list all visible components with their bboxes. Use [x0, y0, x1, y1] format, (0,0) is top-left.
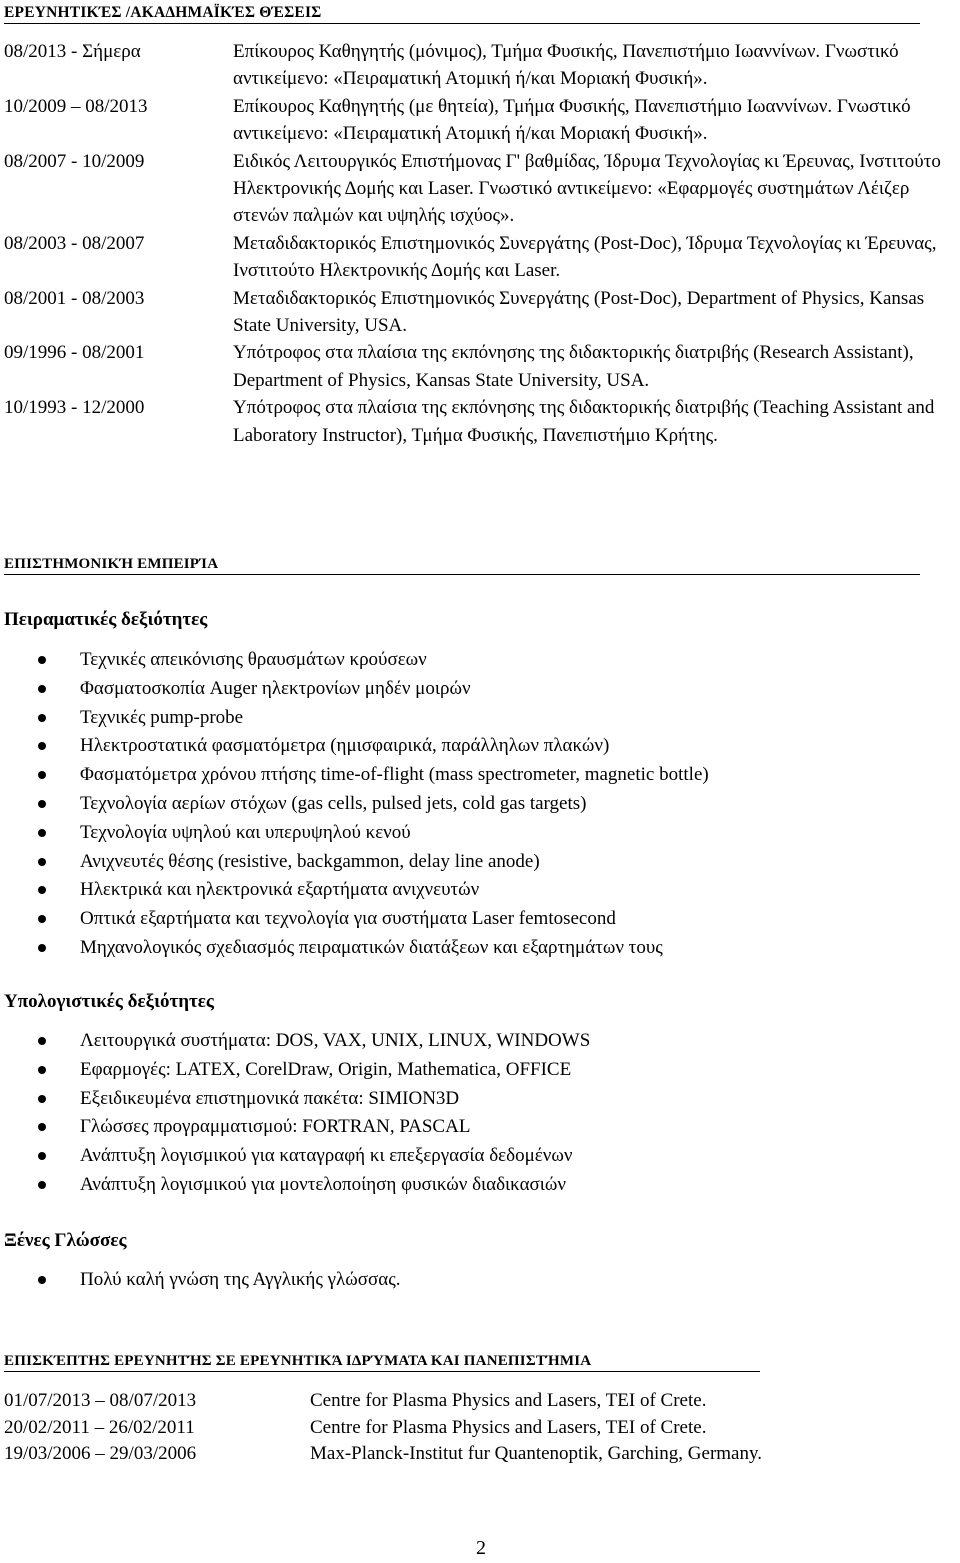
- bullet-icon: [38, 1037, 46, 1045]
- visit-entry: [4, 1388, 762, 1415]
- bullet-icon: [38, 1276, 46, 1284]
- position-date: 09/1996 - 08/2001: [4, 342, 145, 364]
- position-description: Μεταδιδακτορικός Επιστημονικός Συνεργάτης (Post-Doc), Department of Physics, Kansas State University, USA.: [233, 287, 925, 337]
- position-entry: [4, 394, 960, 449]
- bullet-icon: [38, 800, 46, 808]
- list-item: Οπτικά εξαρτήματα και τεχνολογία για συστήματα Laser femtosecond: [0, 905, 709, 934]
- position-description: Μεταδιδακτορικός Επιστημονικός Συνεργάτης (Post-Doc), Ίδρυμα Τεχνολογίας κι Έρευνας, Ινστιτούτο Ηλεκτρονικής Δομής και Laser.: [233, 232, 937, 282]
- bullet-icon: [38, 656, 46, 664]
- bullet-icon: [38, 858, 46, 866]
- bullet-icon: [38, 944, 46, 952]
- bullet-icon: [38, 742, 46, 750]
- position-date: 10/2009 – 08/2013: [4, 95, 148, 117]
- list-item: Εξειδικευμένα επιστημονικά πακέτα: SIMION3D: [0, 1085, 590, 1114]
- visit-date: 19/03/2006 – 29/03/2006: [4, 1443, 197, 1464]
- position-description: Υπότροφος στα πλαίσια της εκπόνησης της διδακτορικής διατριβής (Teaching Assistant and Laboratory Instructor), Τμήμα Φυσικής, Πανεπιστήμιο Κρήτης.: [233, 397, 935, 446]
- visit-date: 01/07/2013 – 08/07/2013: [4, 1390, 197, 1411]
- bullet-icon: [38, 1181, 46, 1189]
- visit-place: Max-Planck-Institut fur Quantenoptik, Garching, Germany.: [310, 1443, 763, 1464]
- visit-place: Centre for Plasma Physics and Lasers, TEI of Crete.: [310, 1390, 707, 1411]
- subheading-foreign-languages: Ξένες Γλώσσες: [4, 1230, 127, 1251]
- bullet-icon: [38, 829, 46, 837]
- position-description: Επίκουρος Καθηγητής (μόνιμος), Τμήμα Φυσικής, Πανεπιστήμιο Ιωαννίνων. Γνωστικό αντικείμενο: «Πειραματική Ατομική ή/και Μοριακή Φυσική».: [233, 41, 899, 90]
- bullet-icon: [38, 685, 46, 693]
- list-item: Τεχνολογία αερίων στόχων (gas cells, pulsed jets, cold gas targets): [0, 790, 709, 819]
- visit-entry: [4, 1415, 762, 1442]
- position-date: 08/2007 - 10/2009: [4, 150, 145, 172]
- list-item: Ανιχνευτές θέσης (resistive, backgammon, delay line anode): [0, 848, 709, 877]
- section-heading-positions: ΕΡΕΥΝΗΤΙΚΈΣ /ΑΚΑΔΗΜΑΪΚΈΣ ΘΈΣΕΙΣ: [4, 4, 920, 24]
- list-item: Μηχανολογικός σχεδιασμός πειραματικών διατάξεων και εξαρτημάτων τους: [0, 934, 709, 963]
- position-entry: [4, 339, 960, 394]
- bullet-icon: [38, 886, 46, 894]
- experimental-skills-list: [0, 646, 709, 963]
- position-date: 08/2001 - 08/2003: [4, 287, 145, 309]
- bullet-icon: [38, 1095, 46, 1103]
- list-item: Τεχνολογία υψηλού και υπερυψηλού κενού: [0, 819, 709, 848]
- subheading-computational-skills: Υπολογιστικές δεξιότητες: [4, 991, 214, 1012]
- list-item: Λειτουργικά συστήματα: DOS, VAX, UNIX, LINUX, WINDOWS: [0, 1027, 590, 1056]
- position-description: Υπότροφος στα πλαίσια της εκπόνησης της διδακτορικής διατριβής (Research Assistant), Department of Physics, Kansas State University, USA.: [233, 342, 914, 391]
- bullet-icon: [38, 714, 46, 722]
- position-entry: [4, 38, 960, 93]
- position-date: 08/2003 - 08/2007: [4, 232, 145, 254]
- list-item: Τεχνικές απεικόνισης θραυσμάτων κρούσεων: [0, 646, 709, 675]
- visit-entry: [4, 1441, 762, 1468]
- position-date: 10/1993 - 12/2000: [4, 397, 145, 419]
- visit-place: Centre for Plasma Physics and Lasers, TEI of Crete.: [310, 1416, 707, 1438]
- section-heading-visiting-researcher: ΕΠΙΣΚΈΠΤΗΣ ΕΡΕΥΝΗΤΉΣ ΣΕ ΕΡΕΥΝΗΤΙΚΆ ΙΔΡΎΜΑΤΑ ΚΑΙ ΠΑΝΕΠΙΣΤΉΜΙΑ: [4, 1352, 760, 1372]
- list-item: Φασματοσκοπία Auger ηλεκτρονίων μηδέν μοιρών: [0, 675, 709, 704]
- list-item: Τεχνικές pump-probe: [0, 704, 709, 733]
- computational-skills-list: [0, 1027, 590, 1200]
- list-item: Ανάπτυξη λογισμικού για μοντελοποίηση φυσικών διαδικασιών: [0, 1171, 590, 1200]
- list-item: Ανάπτυξη λογισμικού για καταγραφή κι επεξεργασία δεδομένων: [0, 1142, 590, 1171]
- page-number: 2: [476, 1537, 486, 1559]
- subheading-experimental-skills: Πειραματικές δεξιότητες: [4, 609, 208, 630]
- position-description: Ειδικός Λειτουργικός Επιστήμονας Γ' βαθμίδας, Ίδρυμα Τεχνολογίας κι Έρευνας, Ινστιτούτο Ηλεκτρονικής Δομής και Laser. Γνωστικό αντικείμενο: «Εφαρμογές συστημάτων Λέιζερ στενών παλμών και υψηλής ισχύος».: [233, 150, 941, 227]
- position-entry: [4, 93, 960, 148]
- bullet-icon: [38, 1066, 46, 1074]
- visiting-list: [4, 1388, 762, 1468]
- list-item: Πολύ καλή γνώση της Αγγλικής γλώσσας.: [0, 1266, 400, 1295]
- position-entry: [4, 230, 960, 285]
- list-item: Φασματόμετρα χρόνου πτήσης time-of-flight (mass spectrometer, magnetic bottle): [0, 761, 709, 790]
- position-entry: [4, 285, 960, 340]
- visit-date: 20/02/2011 – 26/02/2011: [4, 1416, 195, 1438]
- bullet-icon: [38, 1152, 46, 1160]
- position-entry: [4, 148, 960, 230]
- positions-list: [4, 38, 960, 449]
- section-heading-experience: ΕΠΙΣΤΗΜΟΝΙΚΉ ΕΜΠΕΙΡΊΑ: [4, 555, 920, 575]
- languages-list: [0, 1266, 400, 1295]
- position-date: 08/2013 - Σήμερα: [4, 41, 141, 62]
- bullet-icon: [38, 915, 46, 923]
- bullet-icon: [38, 771, 46, 779]
- list-item: Ηλεκτρικά και ηλεκτρονικά εξαρτήματα ανιχνευτών: [0, 876, 709, 905]
- list-item: Γλώσσες προγραμματισμού: FORTRAN, PASCAL: [0, 1113, 590, 1142]
- bullet-icon: [38, 1123, 46, 1131]
- position-description: Επίκουρος Καθηγητής (με θητεία), Τμήμα Φυσικής, Πανεπιστήμιο Ιωαννίνων. Γνωστικό αντικείμενο: «Πειραματική Ατομική ή/και Μοριακή Φυσική».: [233, 95, 911, 145]
- list-item: Ηλεκτροστατικά φασματόμετρα (ημισφαιρικά, παράλληλων πλακών): [0, 732, 709, 761]
- list-item: Εφαρμογές: LATEX, CorelDraw, Origin, Mathematica, OFFICE: [0, 1056, 590, 1085]
